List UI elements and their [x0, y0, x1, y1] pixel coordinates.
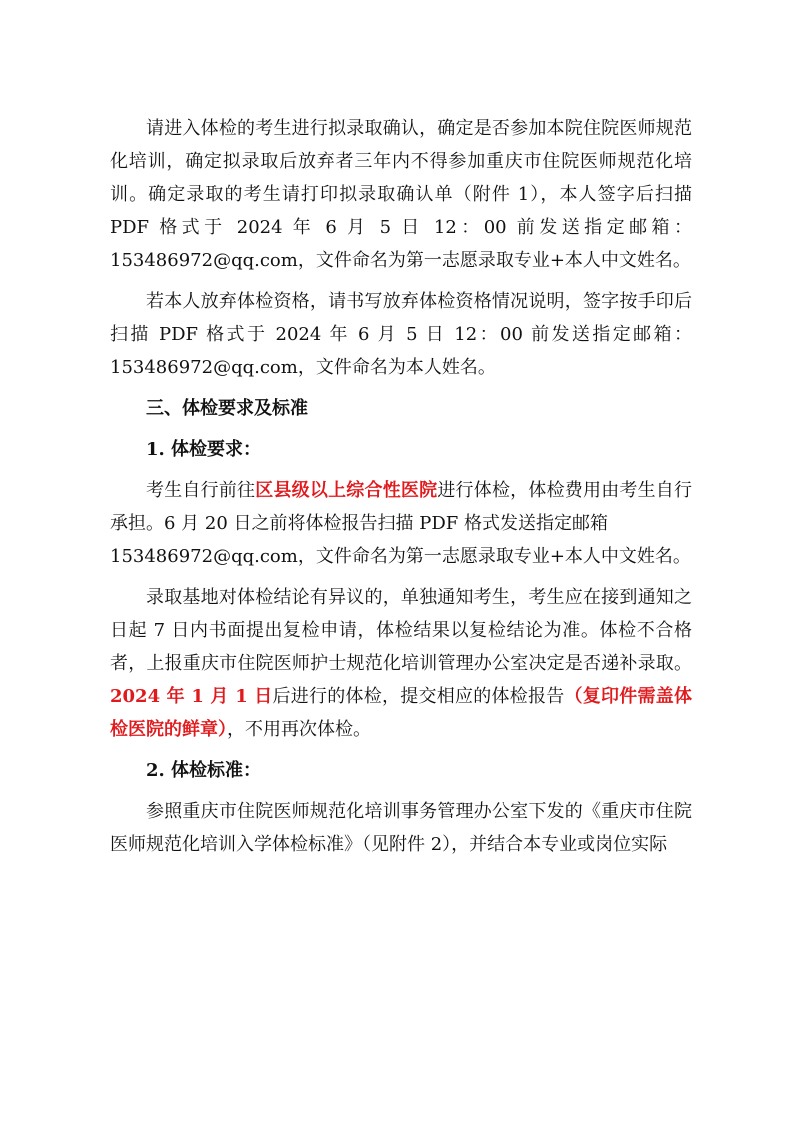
text-recheck-mid: 后进行的体检，提交相应的体检报告 [272, 686, 565, 707]
text-recheck-post: ，不用再次体检。 [227, 719, 371, 740]
paragraph-give-up-line-2: 扫描 PDF 格式于 2024 年 6 月 5 日 12：00 前发送指定邮箱： [110, 324, 692, 345]
text-recheck-pre: 录取基地对体检结论有异议的，单独通知考生，考生应在接到通知之日起 7 日内书面提出复检申请，体检结果以复检结论为准。体检不合格者，上报重庆市住院医师护士规范化培训管理办公室决定是否递补录取。 [110, 587, 692, 674]
paragraph-give-up-line-3: 153486972@qq.com，文件命名为本人姓名。 [110, 357, 496, 378]
section-title-exam-requirements: 三、体检要求及标准 [146, 398, 308, 419]
paragraph-recheck [110, 581, 692, 746]
text-exam-hospital-post: 进行体检，体检费用由考生自行承担。6 月 20 日之前将体检报告扫描 PDF 格式发送指定邮箱 [110, 480, 693, 534]
text-seal-highlight: （复印件需盖体检医院的鲜章） [110, 686, 693, 740]
paragraph-exam-standards: 参照重庆市住院医师规范化培训事务管理办公室下发的《重庆市住院医师规范化培训入学体检标准》（见附件 2），并结合本专业或岗位实际 [110, 801, 692, 855]
paragraph-give-up-line-1: 若本人放弃体检资格，请书写放弃体检资格情况说明，签字按手印后 [146, 291, 692, 312]
text-date-highlight: 2024 年 1 月 1 日 [110, 686, 273, 707]
text-exam-hospital-pre: 考生自行前往 [146, 480, 256, 501]
text-hospital-level-highlight: 区县级以上综合性医院 [255, 480, 438, 501]
paragraph-admission-confirmation: 请进入体检的考生进行拟录取确认，确定是否参加本院住院医师规范化培训，确定拟录取后放弃者三年内不得参加重庆市住院医师规范化培训。确定录取的考生请打印拟录取确认单（附件 1），本人签字后扫描 PDF 格式于 2024 年 6 月 5 日 12：00 前发送指定邮箱：153486972@qq.com，文件命名为第一志愿录取专业+本人中文姓名。 [110, 118, 692, 271]
subsection-title-exam-standards: 2. 体检标准： [146, 760, 262, 781]
paragraph-exam-email: 153486972@qq.com，文件命名为第一志愿录取专业+本人中文姓名。 [110, 546, 691, 567]
subsection-title-exam-requirements: 1. 体检要求： [146, 439, 262, 460]
document-body [110, 112, 692, 869]
paragraph-exam-hospital [110, 474, 692, 540]
